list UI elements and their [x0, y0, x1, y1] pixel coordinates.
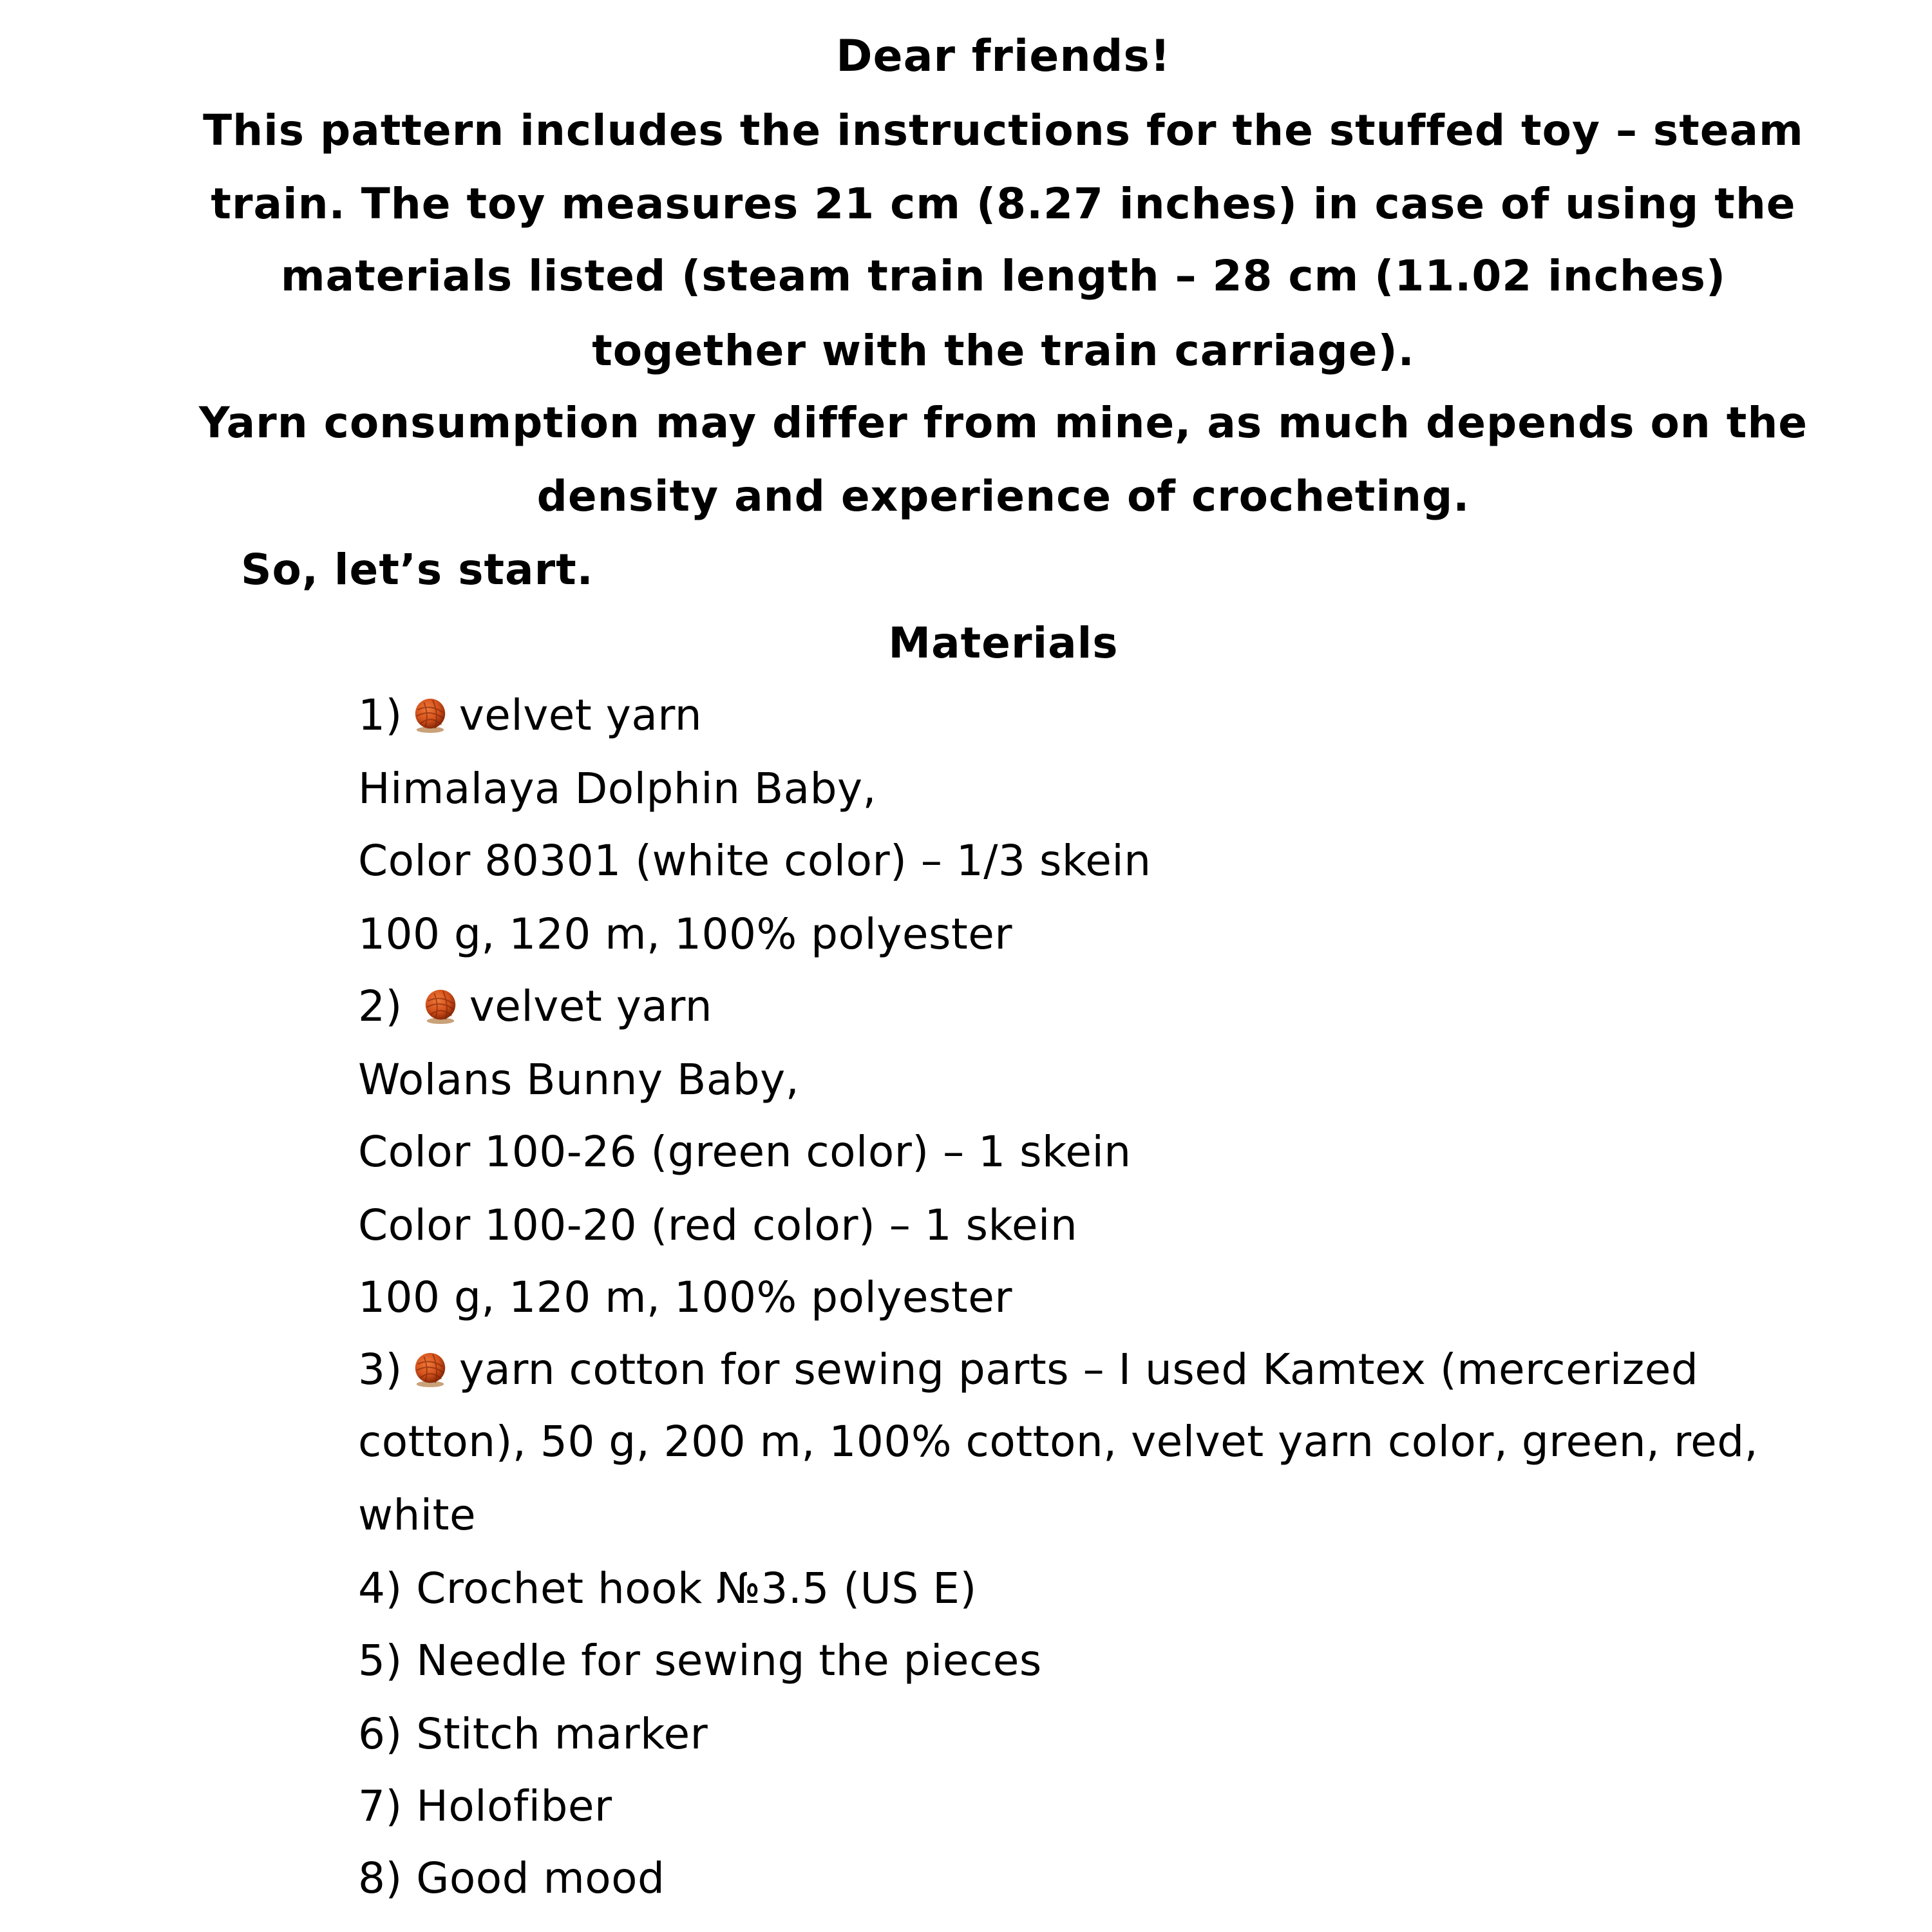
item-title: yarn cotton for sewing parts – I used Kamtex (mercerized: [459, 1345, 1699, 1394]
material-item-4: 4) Crochet hook №3.5 (US E): [358, 1564, 977, 1613]
yarn-ball-icon: [412, 1349, 449, 1386]
note-line: density and experience of crocheting.: [536, 471, 1470, 521]
material-item-2: [358, 981, 712, 1031]
item-number: 1): [358, 690, 402, 740]
material-detail: Color 100-20 (red color) – 1 skein: [358, 1200, 1078, 1250]
material-item-7: 7) Holofiber: [358, 1781, 612, 1831]
intro-line: This pattern includes the instructions for the stuffed toy – steam: [203, 106, 1804, 155]
item-title: velvet yarn: [469, 981, 713, 1031]
yarn-ball-icon: [422, 985, 459, 1023]
material-item-8: 8) Good mood: [358, 1853, 665, 1903]
material-detail: cotton), 50 g, 200 m, 100% cotton, velvet yarn color, green, red,: [358, 1417, 1759, 1466]
materials-heading: Materials: [888, 618, 1119, 668]
intro-line: together with the train carriage).: [592, 326, 1415, 375]
yarn-ball-icon: [412, 694, 449, 732]
material-item-5: 5) Needle for sewing the pieces: [358, 1636, 1042, 1685]
material-detail: Wolans Bunny Baby,: [358, 1055, 800, 1104]
material-item-6: 6) Stitch marker: [358, 1709, 708, 1759]
item-title: velvet yarn: [459, 690, 703, 740]
material-detail: Color 100-26 (green color) – 1 skein: [358, 1127, 1132, 1177]
material-detail: Color 80301 (white color) – 1/3 skein: [358, 836, 1151, 886]
material-detail: white: [358, 1490, 477, 1540]
item-number: 3): [358, 1345, 402, 1394]
material-item-1: [358, 690, 702, 740]
intro-line: materials listed (steam train length – 28 cm (11.02 inches): [280, 251, 1727, 301]
material-item-3: [358, 1345, 1698, 1394]
start-text: So, let’s start.: [241, 545, 594, 594]
material-detail: 100 g, 120 m, 100% polyester: [358, 1273, 1012, 1322]
greeting: Dear friends!: [836, 31, 1171, 82]
material-detail: Himalaya Dolphin Baby,: [358, 764, 877, 813]
material-detail: 100 g, 120 m, 100% polyester: [358, 909, 1012, 959]
note-line: Yarn consumption may differ from mine, as much depends on the: [198, 398, 1808, 448]
intro-line: train. The toy measures 21 cm (8.27 inches) in case of using the: [211, 179, 1796, 229]
item-number: 2): [358, 981, 402, 1031]
